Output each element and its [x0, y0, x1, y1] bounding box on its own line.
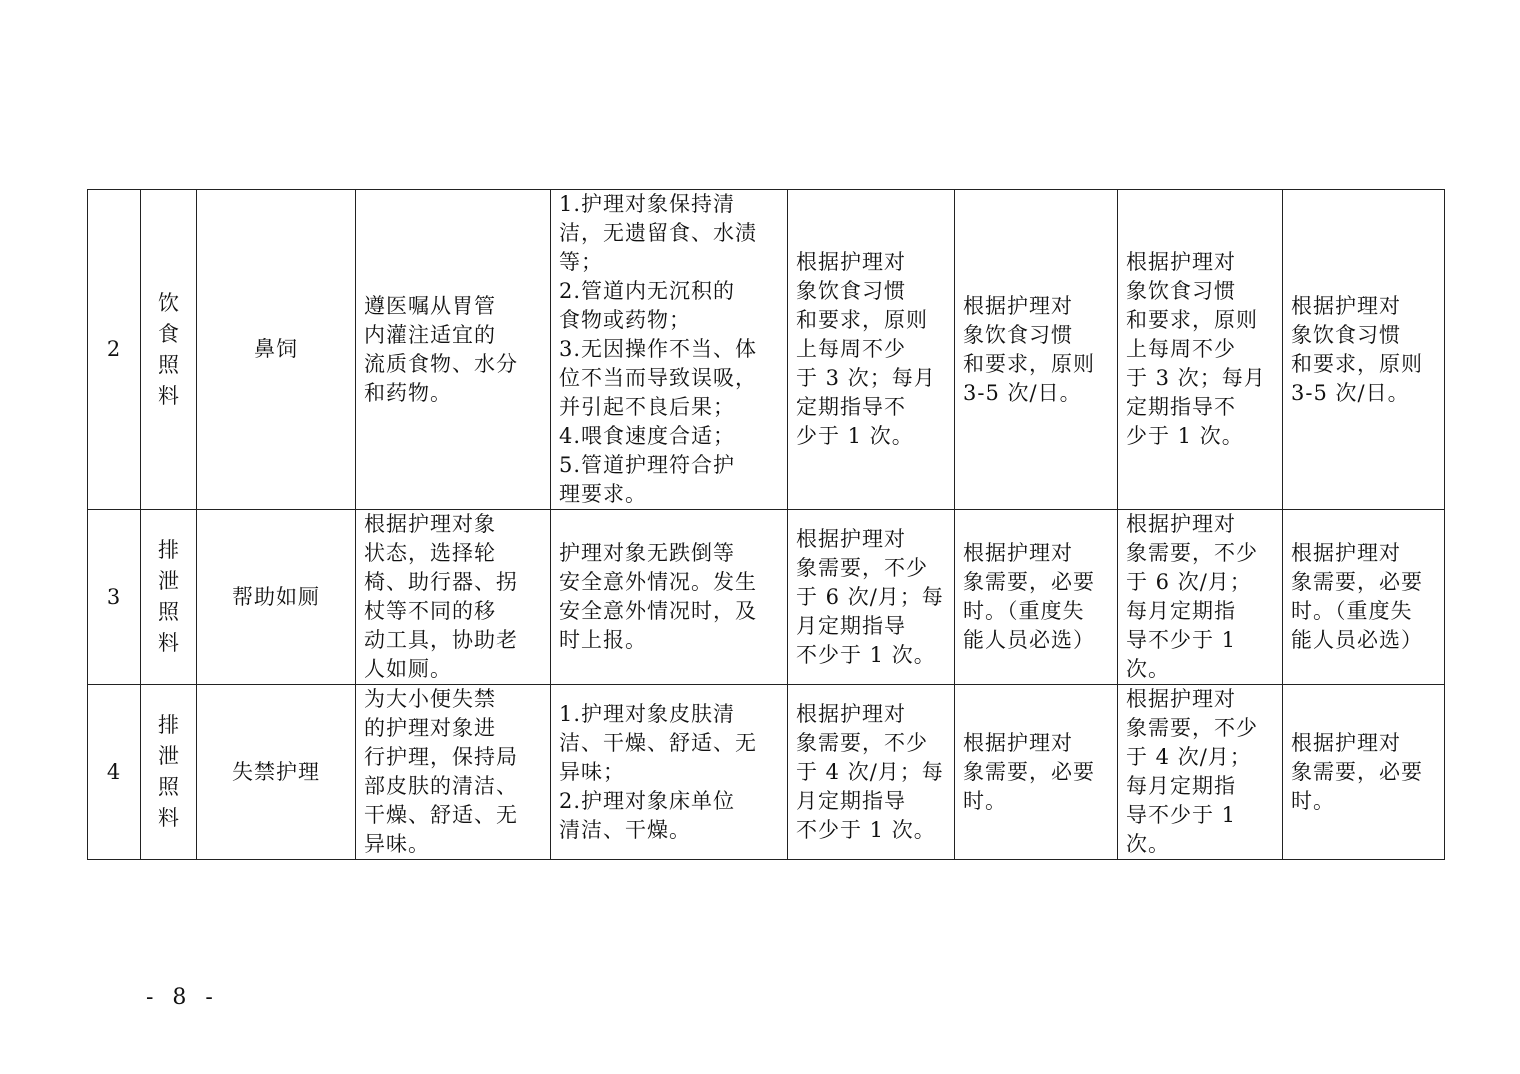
cell-line: 洁、干燥、舒适、无 [559, 730, 757, 755]
cell-line: 行护理，保持局 [364, 745, 518, 769]
cell-line: 根据护理对 [1126, 687, 1236, 711]
cell-line: 次。 [1126, 657, 1170, 681]
cell-line: 状态，选择轮 [364, 541, 496, 565]
frequency-cell-a [788, 685, 955, 860]
cell-line: 每月定期指 [1126, 774, 1236, 798]
cell-line: 根据护理对 [1291, 541, 1401, 565]
cell-line: 象需要，不少 [1126, 541, 1258, 565]
cell-line: 根据护理对 [796, 526, 906, 551]
cell-line: 3-5 次/日。 [1291, 380, 1410, 405]
cell-line: 和要求，原则 [796, 308, 928, 332]
item-cell [197, 685, 356, 860]
cell-line: 饮 [158, 290, 179, 315]
cell-line: 象需要，必要 [1291, 570, 1423, 594]
cell-line: 5.管道护理符合护 [559, 453, 736, 477]
cell-line: 月定期指导 [796, 613, 906, 638]
cell-line: 根据护理对 [963, 730, 1073, 755]
cell-line: 象需要，必要 [963, 759, 1095, 784]
cell-line: 椅、助行器、拐 [364, 570, 518, 594]
cell-line: 定期指导不 [1126, 395, 1236, 419]
cell-line: 象需要，必要 [963, 570, 1095, 594]
cell-line: 照 [158, 600, 179, 624]
cell-line: 遵医嘱从胃管 [364, 293, 496, 318]
table-row [88, 510, 1445, 685]
cell-line: 和要求，原则 [963, 351, 1095, 376]
cell-line: 时。 [1291, 788, 1335, 813]
cell-line: 食物或药物； [559, 308, 691, 332]
cell-line: 部皮肤的清洁、 [364, 774, 518, 798]
cell-line: 象需要，必要 [1291, 759, 1423, 784]
cell-line: 位不当而导致误吸， [559, 366, 757, 390]
cell-line: 照 [158, 775, 179, 799]
cell-line: 3.无因操作不当、体 [559, 337, 758, 361]
content-cell [356, 685, 551, 860]
cell-line: 根据护理对 [963, 293, 1073, 318]
cell-line: 安全意外情况时，及 [559, 599, 757, 623]
cell-line: 时上报。 [559, 628, 647, 652]
table-row [88, 685, 1445, 860]
cell-line: 象需要，不少 [796, 555, 928, 580]
care-service-table [87, 189, 1445, 860]
cell-line: 于 4 次/月； [1126, 745, 1252, 769]
item-name: 帮助如厕 [232, 584, 320, 609]
standard-cell [551, 190, 788, 510]
frequency-cell-b [955, 190, 1118, 510]
cell-line: 于 3 次；每月 [796, 366, 936, 390]
row-number-cell [88, 685, 141, 860]
frequency-cell-c [1118, 685, 1283, 860]
cell-line: 泄 [158, 569, 179, 593]
cell-line: 异味； [559, 759, 625, 784]
cell-line: 排 [158, 713, 179, 737]
cell-line: 照 [158, 352, 179, 377]
cell-line: 象饮食习惯 [1126, 279, 1236, 303]
cell-line: 于 6 次/月；每 [796, 584, 944, 609]
cell-line: 动工具，协助老 [364, 628, 518, 652]
cell-line: 于 4 次/月；每 [796, 759, 944, 784]
cell-line: 3-5 次/日。 [963, 380, 1082, 405]
standard-cell [551, 685, 788, 860]
frequency-cell-d [1283, 685, 1445, 860]
cell-line: 排 [158, 538, 179, 562]
cell-line: 根据护理对 [1126, 250, 1236, 274]
content-cell [356, 190, 551, 510]
cell-line: 食 [158, 321, 179, 346]
category-cell [141, 685, 197, 860]
frequency-cell-d [1283, 510, 1445, 685]
cell-line: 象饮食习惯 [1291, 322, 1401, 347]
cell-line: 的护理对象进 [364, 716, 496, 740]
cell-line: 每月定期指 [1126, 599, 1236, 623]
standard-cell [551, 510, 788, 685]
cell-line: 人如厕。 [364, 657, 452, 681]
cell-line: 象饮食习惯 [963, 322, 1073, 347]
frequency-cell-a [788, 510, 955, 685]
cell-line: 护理对象无跌倒等 [559, 541, 735, 565]
cell-line: 上每周不少 [1126, 337, 1236, 361]
content-cell [356, 510, 551, 685]
frequency-cell-b [955, 685, 1118, 860]
row-number: 3 [106, 584, 122, 609]
cell-line: 2.护理对象床单位 [559, 788, 736, 813]
frequency-cell-c [1118, 510, 1283, 685]
page-number: - 8 - [146, 985, 219, 1010]
cell-line: 和要求，原则 [1291, 351, 1423, 376]
cell-line: 时。（重度失 [963, 599, 1085, 623]
cell-line: 根据护理对 [1291, 730, 1401, 755]
row-number: 4 [106, 759, 122, 784]
cell-line: 洁，无遗留食、水渍 [559, 221, 757, 245]
cell-line: 并引起不良后果； [559, 395, 735, 419]
cell-line: 干燥、舒适、无 [364, 803, 518, 827]
category-cell [141, 510, 197, 685]
cell-line: 流质食物、水分 [364, 351, 518, 376]
cell-line: 月定期指导 [796, 788, 906, 813]
cell-line: 于 3 次；每月 [1126, 366, 1266, 390]
cell-line: 象需要，不少 [1126, 716, 1258, 740]
cell-line: 异味。 [364, 832, 430, 856]
cell-line: 根据护理对 [1126, 512, 1236, 536]
cell-line: 清洁、干燥。 [559, 817, 691, 842]
frequency-cell-d [1283, 190, 1445, 510]
cell-line: 和要求，原则 [1126, 308, 1258, 332]
item-cell [197, 190, 356, 510]
row-number: 2 [106, 337, 122, 361]
cell-line: 泄 [158, 744, 179, 768]
cell-line: 为大小便失禁 [364, 687, 496, 711]
cell-line: 根据护理对 [796, 250, 906, 274]
category-cell [141, 190, 197, 510]
item-name: 失禁护理 [232, 759, 320, 784]
frequency-cell-c [1118, 190, 1283, 510]
row-number-cell [88, 510, 141, 685]
cell-line: 4.喂食速度合适； [559, 424, 736, 448]
cell-line: 杖等不同的移 [364, 599, 496, 623]
cell-line: 料 [158, 806, 179, 830]
cell-line: 和药物。 [364, 380, 452, 405]
cell-line: 能人员必选） [963, 628, 1095, 652]
cell-line: 少于 1 次。 [796, 424, 914, 448]
cell-line: 能人员必选） [1291, 628, 1423, 652]
cell-line: 上每周不少 [796, 337, 906, 361]
cell-line: 根据护理对 [1291, 293, 1401, 318]
cell-line: 根据护理对象 [364, 512, 496, 536]
table-row [88, 190, 1445, 510]
row-number-cell [88, 190, 141, 510]
cell-line: 料 [158, 631, 179, 655]
cell-line: 象饮食习惯 [796, 279, 906, 303]
cell-line: 少于 1 次。 [1126, 424, 1244, 448]
cell-line: 不少于 1 次。 [796, 817, 936, 842]
cell-line: 导不少于 1 [1126, 628, 1237, 652]
cell-line: 定期指导不 [796, 395, 906, 419]
item-name: 鼻饲 [254, 337, 298, 361]
cell-line: 次。 [1126, 832, 1170, 856]
cell-line: 时。（重度失 [1291, 599, 1413, 623]
cell-line: 理要求。 [559, 482, 647, 506]
cell-line: 1.护理对象保持清 [559, 192, 736, 216]
cell-line: 不少于 1 次。 [796, 642, 936, 667]
cell-line: 象需要，不少 [796, 730, 928, 755]
cell-line: 时。 [963, 788, 1007, 813]
cell-line: 根据护理对 [963, 541, 1073, 565]
cell-line: 内灌注适宜的 [364, 322, 496, 347]
cell-line: 1.护理对象皮肤清 [559, 701, 736, 726]
cell-line: 根据护理对 [796, 701, 906, 726]
cell-line: 安全意外情况。发生 [559, 570, 757, 594]
frequency-cell-a [788, 190, 955, 510]
item-cell [197, 510, 356, 685]
cell-line: 导不少于 1 [1126, 803, 1237, 827]
cell-line: 于 6 次/月； [1126, 570, 1252, 594]
cell-line: 2.管道内无沉积的 [559, 279, 736, 303]
frequency-cell-b [955, 510, 1118, 685]
cell-line: 料 [158, 383, 179, 408]
cell-line: 等； [559, 250, 603, 274]
